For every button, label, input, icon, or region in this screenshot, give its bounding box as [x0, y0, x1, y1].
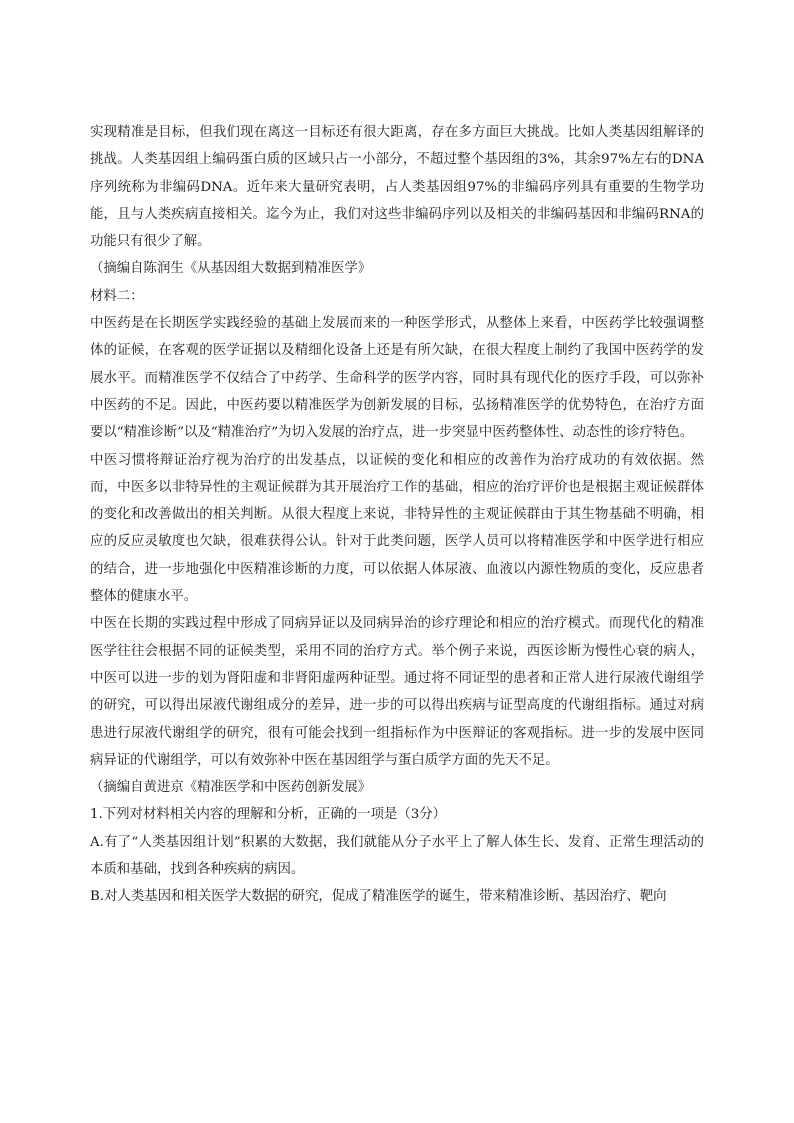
source-citation-1: （摘编自陈润生《从基因组大数据到精准医学》 [90, 261, 372, 277]
option-a: A.有了“人类基因组计划”积累的大数据，我们就能从分子水平上了解人体生长、发育、正常生理活动的本质和基础，找到各种疾病的病因。 [90, 834, 704, 878]
paragraph-tcm-metabolomics: 中医在长期的实践过程中形成了同病异证以及同病异治的诊疗理论和相应的治疗模式。而现代化的精准医学往往会根据不同的证候类型，采用不同的治疗方式。举个例子来说，西医诊断为慢性心衰的病人，中医可以进一步的划为肾阳虚和非肾阳虚两种证型。通过将不同证型的患者和正常人进行尿液代谢组学的研究，可以得出尿液代谢组成分的差异，进一步的可以得出疾病与证型高度的代谢组指标。通过对病患进行尿液代谢组学的研究，很有可能会找到一组指标作为中医辩证的客观指标。进一步的发展中医同病异证的代谢组学，可以有效弥补中医在基因组学与蛋白质学方面的先天不足。 [90, 616, 704, 768]
material-two-heading: 材料二： [90, 288, 144, 304]
question-1: 1.下列对材料相关内容的理解和分析，正确的一项是（3分） [90, 807, 447, 823]
source-citation-2: （摘编自黄进京《精准医学和中医药创新发展》 [90, 780, 372, 796]
document-page [90, 119, 704, 911]
paragraph-genome-challenge: 实现精准是目标，但我们现在离这一目标还有很大距离，存在多方面巨大挑战。比如人类基因组解译的挑战。人类基因组上编码蛋白质的区域只占一小部分，不超过整个基因组的3%，其余97%左右的DNA序列统称为非编码DNA。近年来大量研究表明，占人类基因组97%的非编码序列具有重要的生物学功能，且与人类疾病直接相关。迄今为止，我们对这些非编码序列以及相关的非编码基因和非编码RNA的功能只有很少了解。 [90, 125, 704, 250]
option-b: B.对人类基因和相关医学大数据的研究，促成了精准医学的诞生，带来精准诊断、基因治疗、靶向 [90, 889, 667, 905]
paragraph-tcm-diagnosis: 中医习惯将辩证治疗视为治疗的出发基点，以证候的变化和相应的改善作为治疗成功的有效依据。然而，中医多以非特异性的主观证候群为其开展治疗工作的基础，相应的治疗评价也是根据主观证候群体的变化和改善做出的相关判断。从很大程度上来说，非特异性的主观证候群由于其生物基础不明确，相应的反应灵敏度也欠缺，很难获得公认。针对于此类问题，医学人员可以将精准医学和中医学进行相应的结合，进一步地强化中医精准诊断的力度，可以依据人体尿液、血液以内源性物质的变化，反应患者整体的健康水平。 [90, 452, 704, 605]
paragraph-tcm-intro: 中医药是在长期医学实践经验的基础上发展而来的一种医学形式，从整体上来看，中医药学比较强调整体的证候，在客观的医学证据以及精细化设备上还是有所欠缺，在很大程度上制约了我国中医药学的发展水平。而精准医学不仅结合了中药学、生命科学的医学内容，同时具有现代化的医疗手段，可以弥补中医药的不足。因此，中医药要以精准医学为创新发展的目标，弘扬精准医学的优势特色，在治疗方面要以“精准诊断”以及“精准治疗”为切入发展的治疗点，进一步突显中医药整体性、动态性的诊疗特色。 [90, 316, 704, 441]
